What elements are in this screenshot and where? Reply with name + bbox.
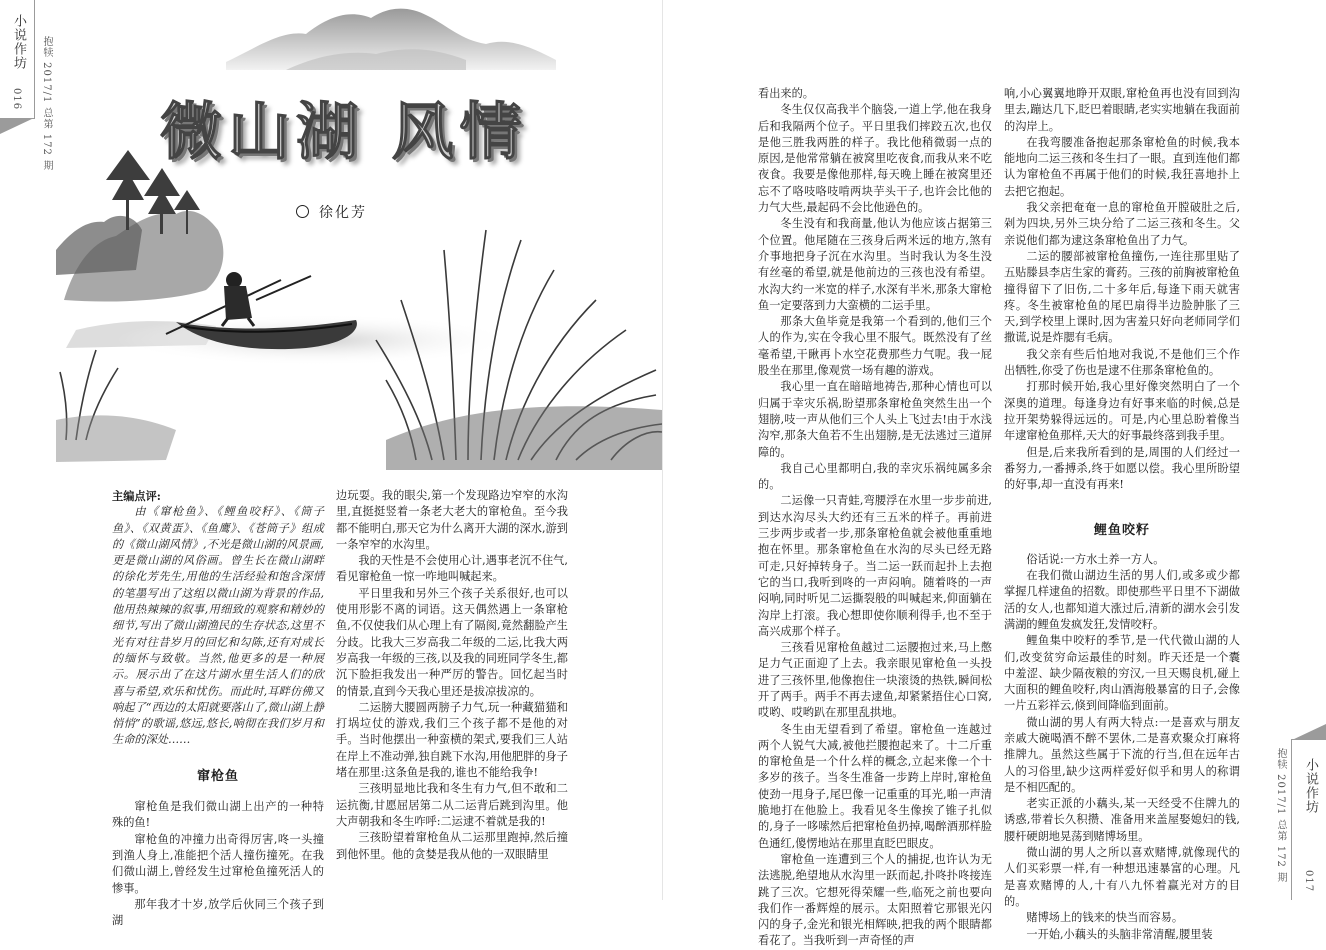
- paragraph: 鲤鱼集中咬籽的季节,是一代代微山湖的人们,改变贫穷命运最佳的时刻。昨天还是一个囊中羞涩、缺少隔夜粮的穷汉,一旦天赐良机,碰上大面积的鲤鱼咬籽,肉山酒海般暴富的日子,会像一片五彩祥云,倏到间降临到面前。: [1004, 634, 1240, 713]
- right-page-number: 017: [1303, 869, 1314, 892]
- paragraph: 微山湖的男人之所以喜欢赌博,就像现代的人们买彩票一样,有一种想迅速暴富的心理。凡是喜欢赌博的人,十有八九怀着赢光对方的目的。: [1004, 846, 1240, 908]
- author-name: 徐化芳: [319, 205, 367, 221]
- paragraph: 但是,后来我所看到的是,周围的人们经过一番努力,一番搏杀,终于如愿以偿。我心里所盼望的好事,却一直没有再来!: [1004, 445, 1240, 492]
- left-issue-label: 抱犊 2017/1 总第 172 期: [41, 36, 52, 171]
- ink-wash-illustration: [56, 0, 662, 470]
- page-title: 微山湖 风情: [160, 95, 528, 168]
- paragraph: 微山湖的男人有两大特点:一是喜欢与朋友亲戚大碗喝酒不醉不罢休,二是喜欢聚众打麻将推牌九。虽然这些属于下流的行当,但在远年古人的习俗里,缺少这两样爱好似乎和男人的称谓是不相匹配的。: [1004, 715, 1240, 794]
- section-title-chuanqiangyu: 窜枪鱼: [196, 768, 239, 784]
- circle-bullet-icon: [296, 205, 309, 218]
- left-section-label: 小说作坊: [11, 14, 26, 70]
- paragraph: 我父亲有些后怕地对我说,不是他们三个作出牺牲,你受了伤也是逮不住那条窜枪鱼的。: [1004, 347, 1240, 378]
- right-section-tab: [1291, 739, 1326, 900]
- right-section-label: 小说作坊: [1303, 758, 1318, 814]
- paragraph: 平日里我和另外三个孩子关系很好,也可以使用形影不离的词语。这天偶然遇上一条窜枪鱼,不仅使我们从心理上有了隔阂,竟然翻脸产生分歧。比我大三岁高我二年级的二运,比我大两岁高我一年级的三孩,以及我的同班同学冬生,都沉下脸拒我发出一种严厉的警告。回忆起当时的情景,直到今天我心里还是拔凉拔凉的。: [336, 586, 568, 698]
- paragraph: 那条大鱼毕竟是我第一个看到的,他们三个人的作为,实在令我心里不服气。既然没有了丝毫希望,干瞅再卜水空花费那些力气呢。我一屁股坐在那里,像观赏一场有趣的游戏。: [758, 315, 992, 378]
- paragraph: 窜枪鱼的冲撞力出奇得厉害,咚一头撞到渔人身上,准能把个活人撞伤撞死。在我们微山湖上,曾经发生过窜枪鱼撞死活人的惨事。: [112, 832, 324, 895]
- paragraph: 在我们微山湖边生活的男人们,或多或少都掌握几样逮鱼的招数。即使那些平日里不下湖做活的女人,也都知道大涨过后,清新的湖水会引发满湖的鲤鱼发疯发狂,发情咬籽。: [1004, 569, 1240, 631]
- paragraph: 看出来的。: [758, 87, 814, 100]
- paragraph: 我的天性是不会使用心计,遇事老沉不住气,看见窜枪鱼一惊一咋地叫喊起来。: [336, 554, 568, 584]
- right-issue-label: 抱犊 2017/1 总第 172 期: [1275, 748, 1286, 883]
- paragraph: 我自己心里都明白,我的幸灾乐祸纯属多余的。: [758, 461, 992, 492]
- paragraph: 三孩盼望着窜枪鱼从二运那里跑掉,然后撞到他怀里。他的贪婪是我从他的一双眼睛里: [336, 831, 568, 861]
- right-tab-corner: [1292, 724, 1326, 740]
- section-title-liyuyaozi: 鲤鱼咬籽: [1093, 523, 1150, 539]
- paragraph: 冬生由无望看到了希望。窜枪鱼一连越过两个人锐气大减,被他拦腰抱起来了。十二斤重的窜枪鱼是一个什么样的概念,立起来像一个十多岁的孩子。当冬生准备一步跨上岸时,窜枪鱼使劲一甩身子,尾巴像一记重重的耳光,啪一声清脆地打在他脸上。我看见冬生像挨了锥子扎似的,身子一哆嗦然后把窜枪鱼扔掉,喝醉酒那样脸色通红,傻愣地站在那里直眨巴眼皮。: [758, 722, 992, 850]
- paragraph: 打那时候开始,我心里好像突然明白了一个深奥的道理。每逢身边有好事来临的时候,总是拉开架势躲得远远的。可是,内心里总盼着像当年逮窜枪鱼那样,天大的好事最终落到我手里。: [1004, 380, 1240, 443]
- author-byline: [296, 202, 367, 222]
- paragraph: 俗话说:一方水土养一方人。: [1026, 552, 1165, 566]
- left-page-number: 016: [11, 87, 22, 110]
- paragraph: 老实正派的小藕头,某一天经受不住牌九的诱惑,带着长久积攒、准备用来盖屋娶媳妇的钱,腰杆硬朗地晃荡到赌博场里。: [1004, 797, 1240, 843]
- paragraph: 二运像一只青蛙,弯腰浮在水里一步步前进,到达水沟尽头大约还有三五米的样子。再前进三步两步或者一步,那条窜枪鱼就会被他重重地抱在怀里。那条窜枪鱼在水沟的尽头已经无路可走,只好掉转身子。当二运一跃而起扑上去抱它的当口,我听到咚的一声闷响。随着咚的一声闷响,同时听见二运撕裂般的叫喊起来,仰面躺在沟岸上打滚。我心想即使你顺利得手,也不至于高兴成那个样子。: [758, 494, 992, 638]
- paragraph: 响,小心翼翼地睁开双眼,窜枪鱼再也没有回到沟里去,蹦达几下,眨巴着眼睛,老实实地躺在我面前的沟岸上。: [1004, 87, 1240, 133]
- paragraph: 冬生仅仅高我半个脑袋,一道上学,他在我身后和我隔两个位子。平日里我们摔跤五次,也仅是他三胜我两胜的样子。我比他稍微弱一点的原因,是他常常躺在被窝里吃夜食,而我从来不吃夜食。我要是像他那样,每天晚上睡在被窝里还忘不了咯吱咯吱啃两块芋头干子,也许会比他的力气大些,最起码不会比他逊色的。: [758, 103, 992, 215]
- left-section-tab: [0, 0, 35, 119]
- paragraph: 窜枪鱼是我们微山湖上出产的一种特殊的鱼!: [112, 800, 324, 830]
- paragraph: 我心里一直在暗暗地祷告,那种心情也可以归属于幸灾乐祸,盼望那条窜枪鱼突然生出一个翅膀,吱一声从他们三个人头上飞过去!由于水浅沟窄,那条大鱼若不生出翅膀,是无法逃过三道屏障的。: [758, 380, 992, 459]
- text-column-4: [1004, 86, 1240, 943]
- page-gutter: [662, 0, 663, 900]
- paragraph: 三孩看见窜枪鱼越过二运腰抱过来,马上憋足力气正面迎了上去。我亲眼见窜枪鱼一头投进了三孩怀里,他像抱住一块滚烫的热铁,瞬间松开了两手。两手不再去逮鱼,却紧紧捂住心口窝,哎哟、哎哟趴在那里乱拱地。: [758, 641, 992, 720]
- paragraph: 那年我才十岁,放学后伙同三个孩子到湖: [112, 897, 324, 928]
- paragraph: 我父亲把奄奄一息的窜枪鱼开膛破肚之后,剁为四块,另外三块分给了二运三孩和冬生。父亲说他们都为逮这条窜枪鱼出了力气。: [1004, 201, 1240, 247]
- paragraph: 一开始,小藕头的头脑非常清醒,腰里装: [1026, 927, 1213, 941]
- text-column-2: [336, 488, 568, 863]
- editor-note-label: 主编点评:: [112, 489, 161, 503]
- paragraph: 在我弯腰准备抱起那条窜枪鱼的时候,我本能地向二运三孩和冬生扫了一眼。直到连他们都认为窜枪鱼不再属于他们的时候,我狂喜地扑上去把它抱起。: [1004, 135, 1240, 198]
- paragraph: 冬生没有和我商量,他认为他应该占据第三个位置。他尾随在三孩身后两米远的地方,煞有介事地把身子沉在水沟里。当时我认为冬生没有丝毫的希望,就是他前边的三孩也没有希望。水沟大约一米宽的样子,水深有半米,那条大窜枪鱼一定要落到力大蛮横的二运手里。: [758, 217, 992, 312]
- paragraph: 窜枪鱼一连遭到三个人的捕捉,也许认为无法逃脱,绝望地从水沟里一跃而起,扑咚扑咚接连跳了三次。它想死得荣耀一些,临死之前也要向我们作一番辉煌的展示。太阳照着它那银光闪闪的身子,金光和银光相辉映,把我的两个眼睛都看花了。当我听到一声奇怪的声: [758, 852, 992, 948]
- paragraph: 赌博场上的钱来的快当而容易。: [1026, 911, 1184, 925]
- paragraph: 边玩耍。我的眼尖,第一个发现路边窄窄的水沟里,直挺挺竖着一条老大老大的窜枪鱼。至今我都不能明白,那天它为什么离开大湖的深水,游到一条窄窄的水沟里。: [336, 489, 568, 551]
- left-tab-corner: [0, 118, 34, 134]
- editor-note: 由《窜枪鱼》、《鲤鱼咬籽》、《筒子鱼》、《双黄蛋》、《鱼鹰》、《苍筒子》组成的《微山湖风情》,不光是微山湖的风景画,更是微山湖的风俗画。曾生长在微山湖畔的徐化芳先生,用他的生活经验和饱含深情的笔墨写出了这组以微山湖为背景的作品,他用热辣辣的叙事,用细致的观察和精妙的细节,写出了微山湖渔民的生存状态,这里不光有对往昔岁月的回忆和勾陈,还有对成长的缅怀与致敬。当然,他更多的是一种展示。展示出了在这片湖水里生活人们的欣喜与希望,欢乐和忧伤。而此时,耳畔仿佛又响起了“西边的太阳就要落山了,微山湖上静悄悄”的歌谣,悠远,悠长,响彻在我们岁月和生命的深处……: [112, 505, 324, 747]
- text-column-1: [112, 488, 324, 929]
- mountains: [226, 9, 556, 70]
- text-column-3: [758, 86, 992, 950]
- paragraph: 二运膀大腰圆两膀子力气,玩一种藏猫猫和打埚垃仗的游戏,我们三个孩子都不是他的对手。当时他摆出一种蛮横的架式,要我们三人站在岸上不准动弹,独自跳下水沟,用他肥胖的身子堵在那里:这条鱼是我的,谁也不能给我争!: [336, 700, 568, 780]
- paragraph: 二运的腰部被窜枪鱼撞伤,一连往那里贴了五贴滕县李店生家的膏药。三孩的前胸被窜枪鱼撞得留下了旧伤,二十多年后,每逢下雨天就害疼。冬生被窜枪鱼的尾巴扇得半边脸肿胀了三天,到学校里上课时,因为害羞只好向老师同学们撒谎,说是炸腮有毛病。: [1004, 249, 1240, 345]
- paragraph: 三孩明显地比我和冬生有力气,但不敢和二运抗衡,甘愿屈居第二从二运背后跳到沟里。他大声朝我和冬生咋呼:二运逮不着就是我的!: [336, 782, 568, 828]
